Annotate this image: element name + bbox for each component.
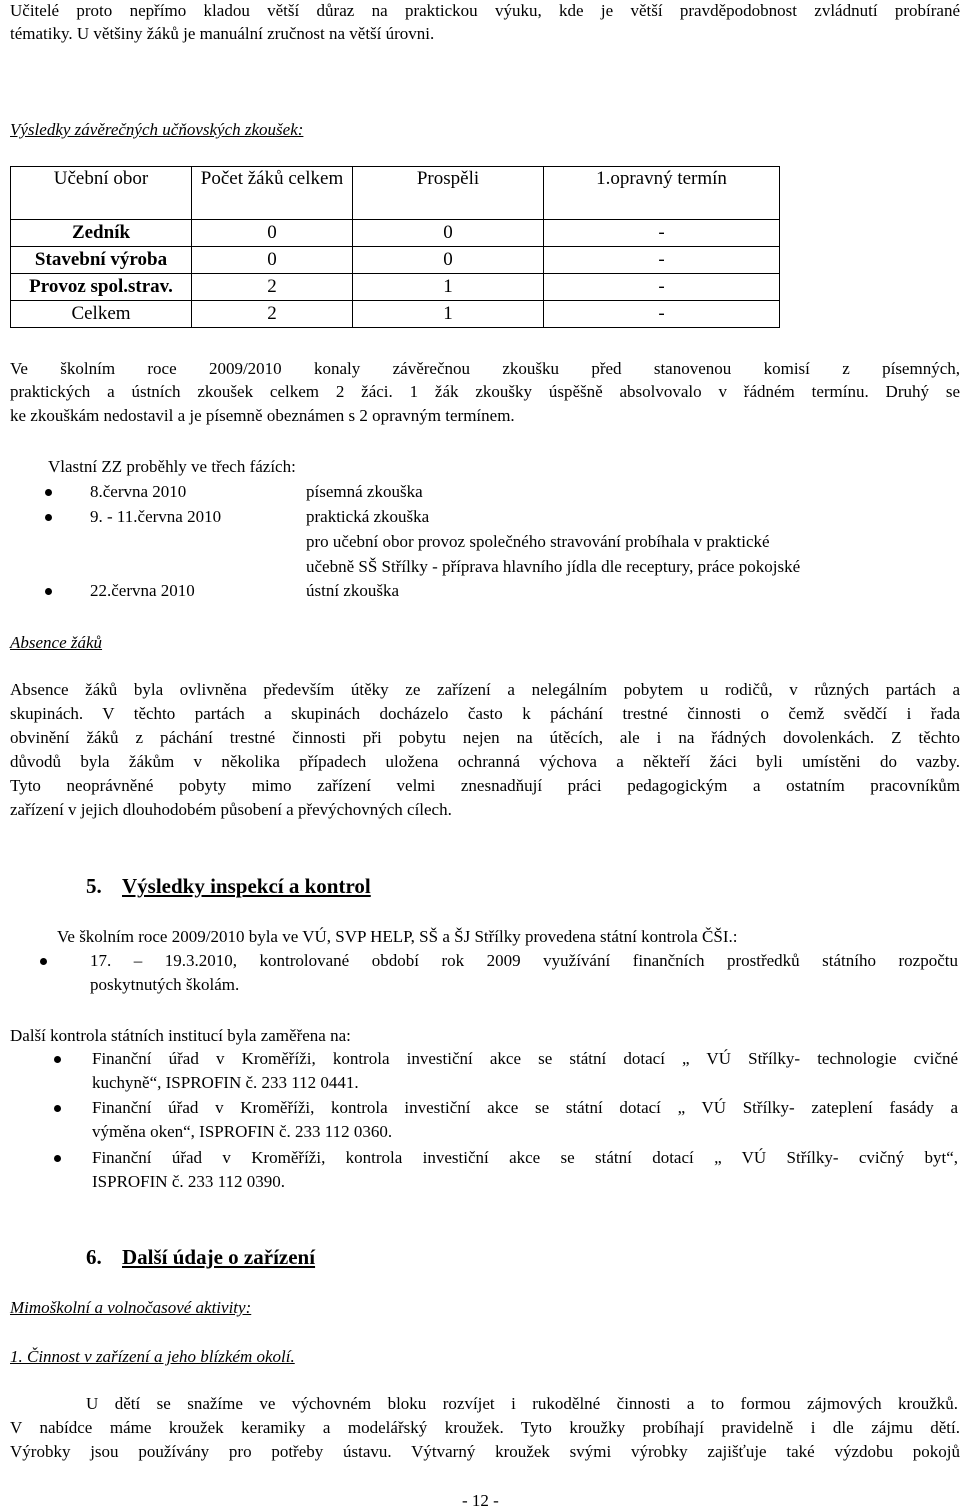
header-cell: Učební obor: [11, 167, 192, 220]
bullet-icon: [45, 588, 52, 595]
section5-intro: Ve školním roce 2009/2010 byla ve VÚ, SVP HELP, SŠ a ŠJ Střílky provedena státní kontrola ČŠI.:: [57, 927, 738, 946]
bullet-icon: [54, 1056, 61, 1063]
section5-number: 5.: [86, 874, 102, 898]
control-item-line: Finanční úřad v Kroměříži, kontrola investiční akce se státní dotací „ VÚ Střílky- cvičný byt“,: [92, 1148, 958, 1167]
phase-date: 22.června 2010: [90, 581, 195, 600]
table-row: [11, 220, 780, 247]
section6-para-line: V nabídce máme kroužek keramiky a modelářský kroužek. Tyto kroužky probíhají pravidelně i dle zájmu dětí.: [10, 1418, 960, 1437]
table-cell: -: [544, 220, 780, 247]
phase-desc: ústní zkouška: [306, 581, 400, 600]
absence-line: Absence žáků byla ovlivněna především útěky ze zařízení a nelegálním pobytem u rodičů, v různých partách a: [10, 680, 960, 699]
other-controls-intro: Další kontrola státních institucí byla zaměřena na:: [10, 1026, 351, 1045]
table-cell: Provoz spol.strav.: [11, 274, 192, 301]
table-row: [11, 301, 780, 328]
phase-desc: učebně SŠ Střílky - příprava hlavního jídla dle receptury, práce pokojské: [306, 557, 801, 576]
table-cell: -: [544, 247, 780, 274]
table-cell: 2: [192, 301, 353, 328]
bullet-icon: [54, 1155, 61, 1162]
table-row: [11, 247, 780, 274]
phase-desc: praktická zkouška: [306, 507, 430, 526]
section6-para-line: Výrobky jsou používány pro potřeby ústavu. Výtvarný kroužek svými výrobky zajišťuje také výzdobu pokojů: [10, 1442, 960, 1461]
exam-para-line: praktických a ústních zkoušek celkem 2 žáci. 1 žák zkoušky úspěšně absolvovalo v řádném termínu. Druhý se: [10, 382, 960, 401]
control-item-line: Finanční úřad v Kroměříži, kontrola investiční akce se státní dotací „ VÚ Střílky- technologie cvičné: [92, 1049, 958, 1068]
header-cell: Počet žáků celkem: [192, 167, 353, 220]
section5-title: Výsledky inspekcí a kontrol: [122, 874, 371, 898]
absence-line: důvodů byla žákům v několika případech uložena ochranná výchova a někteří žáci byli umístěni do vazby.: [10, 752, 960, 771]
table-row: [11, 274, 780, 301]
section5-bullet-line: poskytnutých školám.: [90, 975, 240, 994]
control-item-line: kuchyně“, ISPROFIN č. 233 112 0441.: [92, 1073, 359, 1092]
absence-line: obvinění žáků z páchání trestné činnosti při pobytu nejen na útěcích, ale i na řádných dovolenkách. Z těchto: [10, 728, 960, 747]
exam-para-line: ke zkouškám nedostavil a je písemně obeznámen s 2 opravným termínem.: [10, 406, 515, 425]
phases-intro: Vlastní ZZ proběhly ve třech fázích:: [48, 457, 296, 476]
section6-sub1: Mimoškolní a volnočasové aktivity:: [10, 1298, 252, 1317]
section6-title: Další údaje o zařízení: [122, 1245, 316, 1269]
control-item-line: ISPROFIN č. 233 112 0390.: [92, 1172, 285, 1191]
section6-sub2: 1. Činnost v zařízení a jeho blízkém okolí.: [10, 1347, 295, 1366]
table-cell: 1: [353, 274, 544, 301]
table-cell: -: [544, 274, 780, 301]
absence-line: skupinách. V těchto partách a skupinách docházelo často k páchání trestné činnosti o čemž svědčí i řada: [10, 704, 960, 723]
section6-para-line: U dětí se snažíme ve výchovném bloku rozvíjet i rukodělné činnosti a to formou zájmových kroužků.: [86, 1394, 958, 1413]
table-cell: 0: [353, 247, 544, 274]
results-table: [10, 166, 780, 328]
absence-line: zařízení v jejich dlouhodobém působení a převýchovných cílech.: [10, 800, 452, 819]
table-cell: Zedník: [11, 220, 192, 247]
section5-bullet-line: 17. – 19.3.2010, kontrolované období rok 2009 využívání finančních prostředků státního rozpočtu: [90, 951, 958, 970]
table-cell: 0: [353, 220, 544, 247]
table-header-row: [11, 167, 780, 220]
absence-line: Tyto neoprávněné pobyty mimo zařízení velmi znesnadňují práci pedagogickým a ostatním pracovníkům: [10, 776, 960, 795]
page-number: - 12 -: [462, 1491, 499, 1510]
results-heading: Výsledky závěrečných učňovských zkoušek:: [10, 120, 304, 139]
bullet-icon: [45, 489, 52, 496]
bullet-icon: [40, 958, 47, 965]
table-cell: 0: [192, 247, 353, 274]
table-cell: 2: [192, 274, 353, 301]
table-cell: 1: [353, 301, 544, 328]
table-cell: Celkem: [11, 301, 192, 328]
phase-desc: písemná zkouška: [306, 482, 423, 501]
intro-line-1: Učitelé proto nepřímo kladou větší důraz na praktickou výuku, kde je větší pravděpodobnost zvládnutí probírané: [10, 1, 960, 20]
control-item-line: Finanční úřad v Kroměříži, kontrola investiční akce se státní dotací „ VÚ Střílky- zateplení fasády a: [92, 1098, 958, 1117]
phase-desc: pro učební obor provoz společného stravování probíhala v praktické: [306, 532, 770, 551]
bullet-icon: [54, 1105, 61, 1112]
table-cell: -: [544, 301, 780, 328]
absence-heading: Absence žáků: [10, 633, 103, 652]
bullet-icon: [45, 514, 52, 521]
exam-para-line: Ve školním roce 2009/2010 konaly závěrečnou zkoušku před stanovenou komisí z písemných,: [10, 359, 960, 378]
intro-line-2: tématiky. U většiny žáků je manuální zručnost na větší úrovni.: [10, 24, 435, 43]
header-cell: 1.opravný termín: [544, 167, 780, 220]
phase-date: 8.června 2010: [90, 482, 187, 501]
table-cell: 0: [192, 220, 353, 247]
header-cell: Prospěli: [353, 167, 544, 220]
table-cell: Stavební výroba: [11, 247, 192, 274]
section6-number: 6.: [86, 1245, 102, 1269]
phase-date: 9. - 11.června 2010: [90, 507, 222, 526]
control-item-line: výměna oken“, ISPROFIN č. 233 112 0360.: [92, 1122, 393, 1141]
